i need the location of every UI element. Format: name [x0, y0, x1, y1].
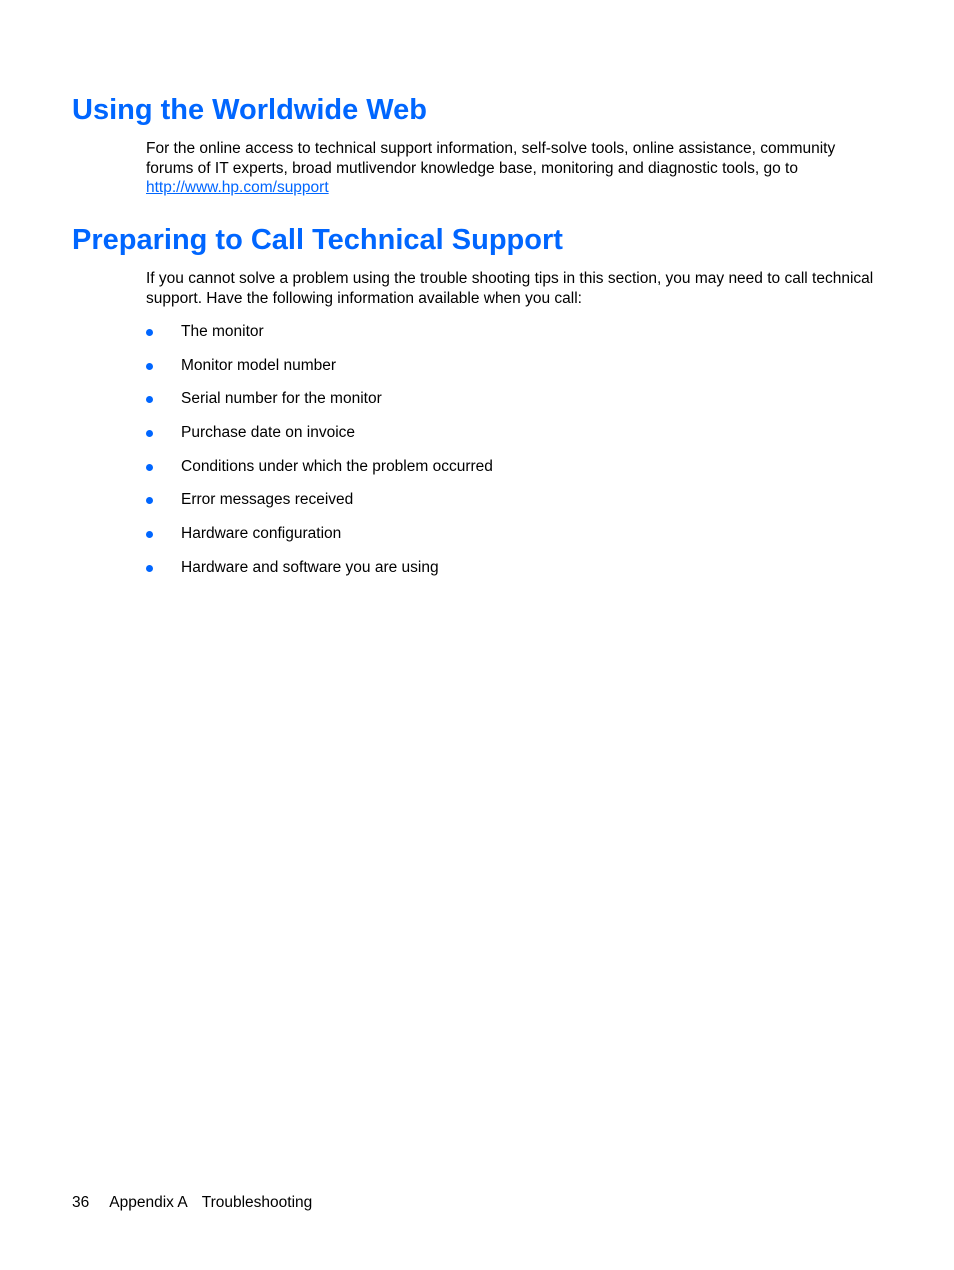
- list-item-text: Hardware and software you are using: [181, 558, 439, 576]
- bullet-icon: [146, 430, 153, 437]
- list-item-text: Purchase date on invoice: [181, 424, 356, 442]
- list-item-text: Serial number for the monitor: [181, 390, 382, 408]
- bullet-icon: [146, 363, 153, 370]
- section-heading-worldwide-web: Using the Worldwide Web: [72, 94, 427, 126]
- footer-chapter: Troubleshooting: [201, 1194, 313, 1211]
- list-item-text: Conditions under which the problem occurred: [181, 457, 493, 475]
- call-support-paragraph: If you cannot solve a problem using the trouble shooting tips in this section, you may need to call technical support. Have the following information available when you call:: [146, 270, 874, 307]
- hp-support-link[interactable]: http://www.hp.com/support: [146, 179, 329, 196]
- bullet-icon: [146, 329, 153, 336]
- bullet-icon: [146, 565, 153, 572]
- page-number: 36: [72, 1194, 90, 1211]
- bullet-icon: [146, 497, 153, 504]
- page-footer: [72, 1193, 312, 1212]
- footer-appendix: Appendix A: [109, 1194, 188, 1211]
- bullet-icon: [146, 464, 153, 471]
- list-item-text: Hardware configuration: [181, 525, 342, 543]
- worldwide-web-text: For the online access to technical support information, self-solve tools, online assistance, community forums of IT experts, broad mutlivendor knowledge base, monitoring and diagnostic tools, go to: [146, 140, 836, 177]
- list-item-text: Monitor model number: [181, 356, 337, 374]
- worldwide-web-paragraph: [146, 139, 876, 198]
- list-item-text: The monitor: [181, 323, 264, 340]
- section-heading-call-support: Preparing to Call Technical Support: [72, 224, 563, 256]
- bullet-icon: [146, 396, 153, 403]
- list-item-text: Error messages received: [181, 491, 354, 509]
- bullet-icon: [146, 531, 153, 538]
